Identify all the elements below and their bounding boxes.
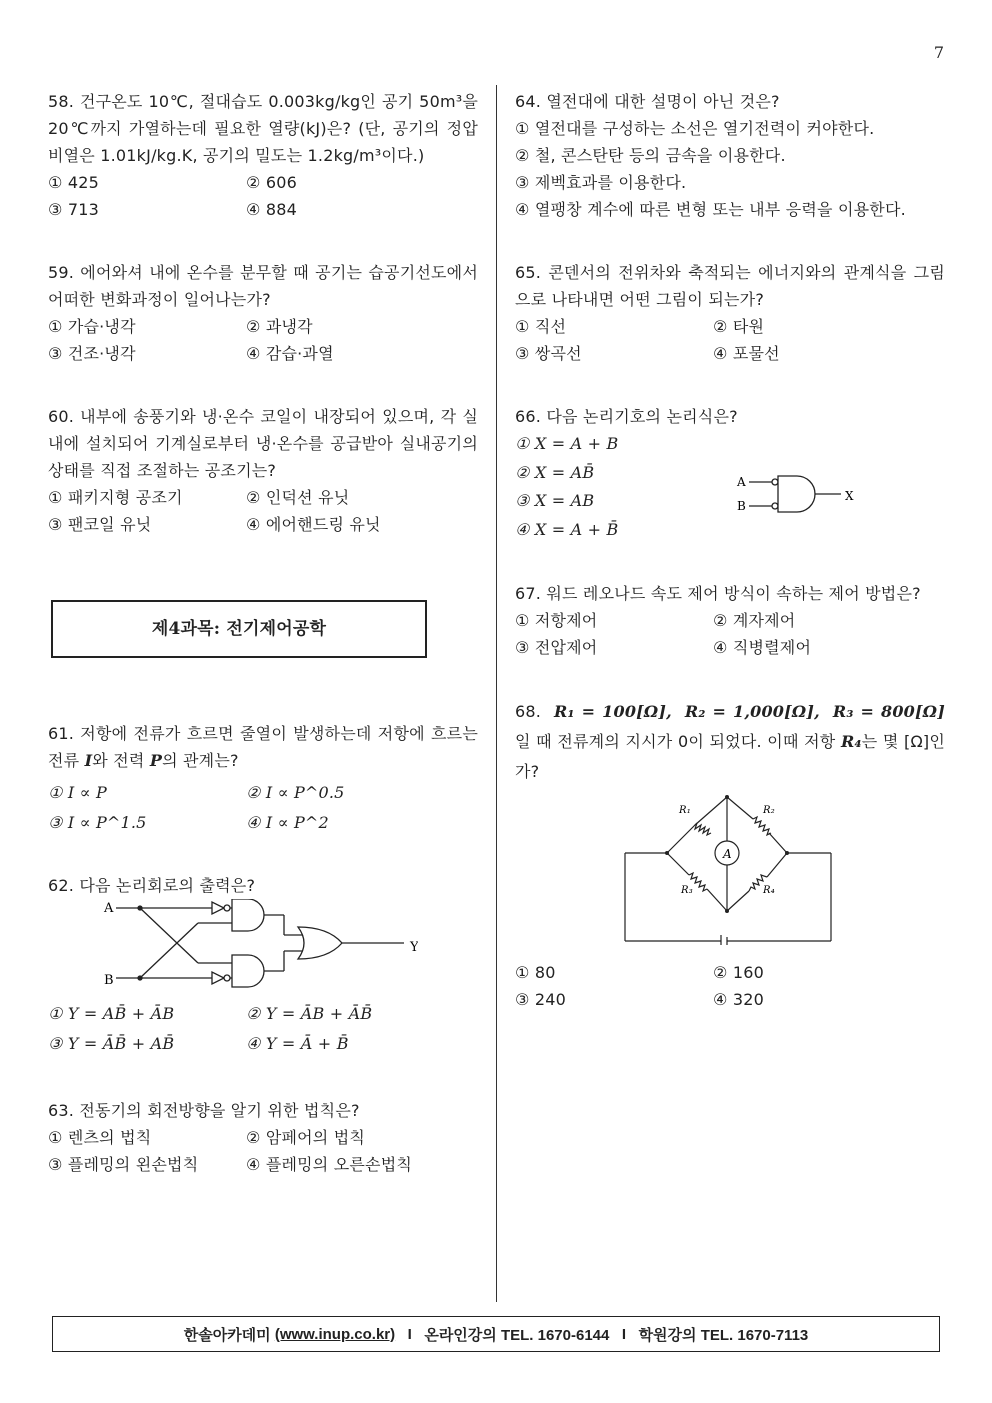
text-part: 는 몇 [Ω]인가? bbox=[515, 732, 946, 781]
question-66 bbox=[515, 403, 945, 544]
r1-value: R₁ = 100[Ω], bbox=[553, 702, 672, 721]
question-60 bbox=[48, 403, 478, 538]
text-part: 일 때 전류계의 지시가 0이 되었다. 이때 저항 bbox=[515, 732, 841, 751]
offline-phone: 학원강의 TEL. 1670-7113 bbox=[638, 1326, 809, 1344]
option-3[interactable]: ③ X = AB bbox=[515, 491, 595, 510]
output-x-label: X bbox=[845, 489, 854, 503]
option-1[interactable]: ① 직선 bbox=[515, 317, 567, 336]
r4-symbol: R₄ bbox=[840, 732, 862, 751]
option-1[interactable]: ① I ∝ P bbox=[48, 783, 107, 802]
question-63 bbox=[48, 1097, 478, 1178]
option-4[interactable]: ④ 열팽창 계수에 따른 변형 또는 내부 응력을 이용한다. bbox=[515, 200, 906, 219]
option-1[interactable]: ① X = A + B bbox=[515, 434, 619, 453]
option-4[interactable]: ④ 884 bbox=[246, 200, 297, 219]
option-4[interactable]: ④ 직병렬제어 bbox=[713, 638, 812, 657]
left-column bbox=[48, 88, 478, 1178]
option-2[interactable]: ② 인덕션 유닛 bbox=[246, 488, 350, 507]
question-63-options bbox=[48, 1124, 478, 1178]
variable-p: P bbox=[149, 751, 163, 770]
question-59 bbox=[48, 259, 478, 367]
question-number: 68. bbox=[515, 702, 542, 721]
question-66-text: 66. 다음 논리기호의 논리식은? bbox=[515, 407, 738, 426]
input-a-label: A bbox=[104, 901, 114, 916]
option-1[interactable]: ① Y = AB̄ + ĀB bbox=[48, 1004, 175, 1023]
question-60-text: 60. 내부에 송풍기와 냉·온수 코일이 내장되어 있으며, 각 실내에 설치되어 기계실로부터 냉·온수를 공급받아 실내공기의 상태를 직접 조절하는 공조기는? bbox=[48, 407, 478, 480]
option-3[interactable]: ③ 전압제어 bbox=[515, 638, 598, 657]
question-58-text: 58. 건구온도 10℃, 절대습도 0.003kg/kg인 공기 50m³을 20℃까지 가열하는데 필요한 열량(kJ)은? (단, 공기의 정압비열은 1.01kJ/kg.K, 공기의 밀도는 1.2kg/m³이다.) bbox=[48, 92, 478, 165]
option-3[interactable]: ③ Y = ĀB̄ + AB̄ bbox=[48, 1034, 175, 1053]
r3-value: R₃ = 800[Ω] bbox=[832, 702, 946, 721]
input-a-label: A bbox=[737, 475, 746, 489]
nand-gate-symbol bbox=[735, 473, 865, 519]
option-1[interactable]: ① 425 bbox=[48, 173, 99, 192]
question-61 bbox=[48, 720, 478, 838]
r2-label: R₂ bbox=[763, 805, 775, 816]
input-b-label: B bbox=[104, 973, 114, 988]
academy-name: 한솔아카데미 bbox=[183, 1326, 271, 1344]
option-2[interactable]: ② 606 bbox=[246, 173, 297, 192]
question-65-text: 65. 콘덴서의 전위차와 축적되는 에너지와의 관계식을 그림으로 나타내면 어떤 그림이 되는가? bbox=[515, 263, 945, 309]
question-62-options bbox=[48, 999, 478, 1059]
text-part: 61. 저항에 전류가 흐르면 줄열이 발생하는데 저항에 흐르는 전류 bbox=[48, 724, 478, 770]
option-3[interactable]: ③ 건조·냉각 bbox=[48, 344, 136, 363]
r1-label: R₁ bbox=[679, 805, 691, 816]
option-4[interactable]: ④ I ∝ P^2 bbox=[246, 813, 329, 832]
question-64 bbox=[515, 88, 945, 223]
question-59-text: 59. 에어와셔 내에 온수를 분무할 때 공기는 습공기선도에서 어떠한 변화과정이 일어나는가? bbox=[48, 263, 478, 309]
option-1[interactable]: ① 열전대를 구성하는 소선은 열기전력이 커야한다. bbox=[515, 119, 875, 138]
option-1[interactable]: ① 저항제어 bbox=[515, 611, 598, 630]
question-65 bbox=[515, 259, 945, 367]
question-67-options bbox=[515, 607, 945, 661]
option-3[interactable]: ③ 713 bbox=[48, 200, 99, 219]
option-3[interactable]: ③ 240 bbox=[515, 990, 566, 1009]
text-part: 의 관계는? bbox=[162, 751, 239, 770]
option-3[interactable]: ③ 플레밍의 왼손법칙 bbox=[48, 1155, 199, 1174]
output-y-label: Y bbox=[410, 940, 418, 955]
separator: I bbox=[621, 1325, 627, 1343]
option-3[interactable]: ③ I ∝ P^1.5 bbox=[48, 813, 147, 832]
option-1[interactable]: ① 렌츠의 법칙 bbox=[48, 1128, 152, 1147]
option-2[interactable]: ② 과냉각 bbox=[246, 317, 313, 336]
online-phone: 온라인강의 TEL. 1670-6144 bbox=[424, 1326, 610, 1344]
question-64-text: 64. 열전대에 대한 설명이 아닌 것은? bbox=[515, 92, 780, 111]
option-4[interactable]: ④ 감습·과열 bbox=[246, 344, 334, 363]
option-4[interactable]: ④ 플레밍의 오른손법칙 bbox=[246, 1155, 413, 1174]
right-column bbox=[515, 88, 945, 1013]
option-4[interactable]: ④ 320 bbox=[713, 990, 764, 1009]
question-60-options bbox=[48, 484, 478, 538]
option-2[interactable]: ② I ∝ P^0.5 bbox=[246, 783, 345, 802]
logic-circuit-diagram bbox=[98, 899, 418, 991]
r2-value: R₂ = 1,000[Ω], bbox=[684, 702, 820, 721]
r4-label: R₄ bbox=[763, 885, 775, 896]
option-3[interactable]: ③ 쌍곡선 bbox=[515, 344, 582, 363]
question-58 bbox=[48, 88, 478, 223]
academy-url-link[interactable]: (www.inup.co.kr) bbox=[274, 1325, 396, 1343]
text-part: 와 전력 bbox=[92, 751, 150, 770]
question-67-text: 67. 워드 레오나드 속도 제어 방식이 속하는 제어 방법은? bbox=[515, 584, 921, 603]
option-2[interactable]: ② 암페어의 법칙 bbox=[246, 1128, 366, 1147]
option-4[interactable]: ④ 포물선 bbox=[713, 344, 780, 363]
question-67 bbox=[515, 580, 945, 661]
question-68-text bbox=[515, 697, 945, 787]
option-2[interactable]: ② 타원 bbox=[713, 317, 765, 336]
option-3[interactable]: ③ 제벡효과를 이용한다. bbox=[515, 173, 687, 192]
option-2[interactable]: ② 계자제어 bbox=[713, 611, 796, 630]
option-4[interactable]: ④ X = A + B̄ bbox=[515, 519, 619, 539]
question-65-options bbox=[515, 313, 945, 367]
page-number: 7 bbox=[933, 43, 944, 62]
wheatstone-bridge-diagram bbox=[623, 793, 843, 945]
r3-label: R₃ bbox=[681, 885, 693, 896]
question-61-text bbox=[48, 720, 478, 774]
question-68 bbox=[515, 697, 945, 1013]
option-2[interactable]: ② Y = ĀB + ĀB̄ bbox=[246, 1004, 373, 1023]
option-3[interactable]: ③ 팬코일 유닛 bbox=[48, 515, 152, 534]
ammeter-label: A bbox=[723, 847, 732, 861]
question-62-text: 62. 다음 논리회로의 출력은? bbox=[48, 876, 256, 895]
variable-i: I bbox=[84, 751, 93, 770]
question-58-options bbox=[48, 169, 478, 223]
question-61-options bbox=[48, 778, 478, 838]
question-63-text: 63. 전동기의 회전방향을 알기 위한 법칙은? bbox=[48, 1101, 360, 1120]
option-1[interactable]: ① 80 bbox=[515, 963, 556, 982]
question-68-options bbox=[515, 959, 945, 1013]
footer-bar bbox=[52, 1316, 940, 1352]
subject-title-box: 제4과목: 전기제어공학 bbox=[51, 600, 427, 658]
column-divider bbox=[496, 85, 497, 1302]
option-1[interactable]: ① 패키지형 공조기 bbox=[48, 488, 183, 507]
option-2[interactable]: ② 철, 콘스탄탄 등의 금속을 이용한다. bbox=[515, 146, 786, 165]
input-b-label: B bbox=[737, 499, 747, 513]
option-2[interactable]: ② 160 bbox=[713, 963, 764, 982]
option-2[interactable]: ② X = AB̄ bbox=[515, 462, 595, 482]
question-62 bbox=[48, 872, 478, 1059]
option-4[interactable]: ④ 에어핸드링 유닛 bbox=[246, 515, 381, 534]
separator: I bbox=[407, 1325, 412, 1343]
option-1[interactable]: ① 가습·냉각 bbox=[48, 317, 136, 336]
option-4[interactable]: ④ Y = Ā + B̄ bbox=[246, 1034, 349, 1053]
question-59-options bbox=[48, 313, 478, 367]
